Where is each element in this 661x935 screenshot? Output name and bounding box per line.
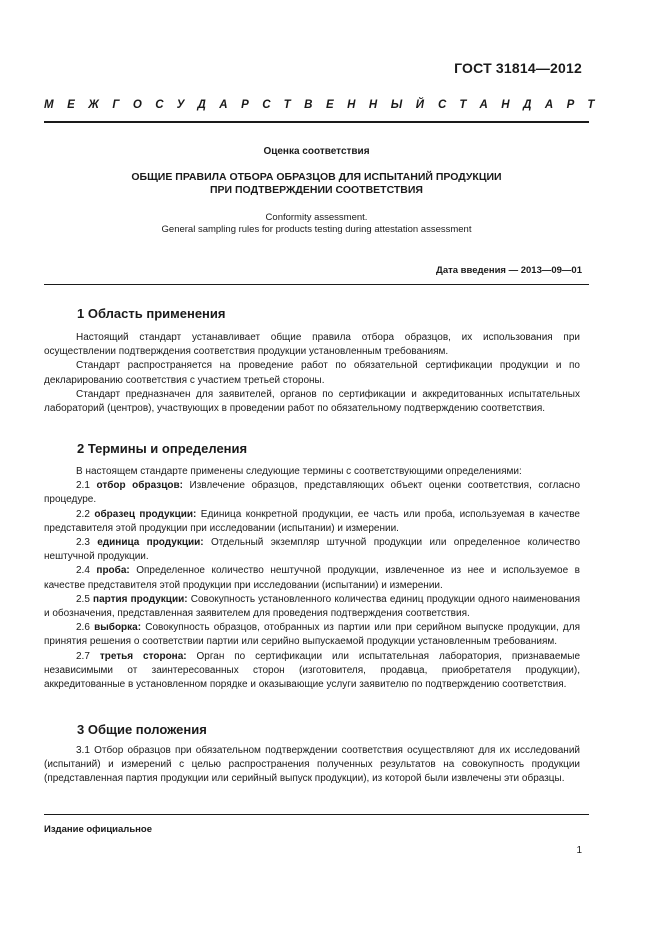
term-name: выборка: (94, 622, 142, 634)
term-text: Совокупность установленного количества единиц продукции одного наименования и обозначения, представленная заявителем для проведения подтверждения соответствия. (44, 593, 581, 620)
term-text: Орган по сертификации или испытательная лаборатория, признаваемые независимыми от заинтересованных сторон (изготовителя, продавца, приобретателя продукции), аккредитованные в установленном порядке и оказывающие услуги заявителю по подтверждению соответствия. (44, 650, 581, 691)
english-title (44, 212, 589, 236)
section-2-heading: 2 Термины и определения (77, 441, 248, 456)
document-subject: Оценка соответствия (263, 146, 370, 157)
date-divider (44, 284, 589, 285)
section-2-intro: В настоящем стандарте применены следующие термины с соответствующими определениями: (76, 466, 522, 477)
term-name: третья сторона: (99, 650, 187, 662)
term-text: Отдельный экземпляр штучной продукции или определенное количество нештучной продукции. (44, 537, 580, 563)
term-definition (44, 650, 580, 693)
english-title-line-2: General sampling rules for products testing during attestation assessment (161, 224, 472, 235)
section-1-paragraph: Стандарт предназначен для заявителей, органов по сертификации и аккредитованных испытательных лабораторий (центров), участвующих в проведении работ по обязательному подтверждению соответствия. (44, 388, 580, 415)
term-name: проба: (96, 565, 130, 577)
page-number: 1 (576, 845, 582, 856)
term-definition (44, 508, 580, 536)
term-definition (44, 621, 580, 649)
term-text: Единица конкретной продукции, ее часть или проба, используемая в качестве представителя этой продукции при исследовании (испытании) и измерении. (44, 508, 580, 534)
doc-number: ГОСТ 31814—2012 (454, 60, 582, 76)
section-1-body (44, 331, 580, 416)
title-line-1: ОБЩИЕ ПРАВИЛА ОТБОРА ОБРАЗЦОВ ДЛЯ ИСПЫТАНИЙ ПРОДУКЦИИ (131, 171, 502, 183)
title-line-2: ПРИ ПОДТВЕРЖДЕНИИ СООТВЕТСТВИЯ (210, 184, 423, 196)
term-text: Определенное количество нештучной продукции, извлеченное из нее и используемое в качестве представителя этой продукции при исследовании (испытании) и измерении. (44, 565, 580, 591)
term-definition (44, 564, 580, 592)
standard-label-right: СТАНДАРТ (438, 99, 608, 111)
term-name: отбор образцов: (96, 480, 183, 492)
term-number: 2.6 (76, 622, 90, 634)
section-1-paragraph: Настоящий стандарт устанавливает общие правила отбора образцов, их использования при осуществлении подтверждения соответствия продукции установленным требованиям. (44, 332, 580, 358)
introduction-date: Дата введения — 2013—09—01 (436, 265, 582, 276)
english-title-line-1: Conformity assessment. (265, 212, 368, 223)
term-text: Совокупность образцов, отобранных из партии или при серийном выпуске продукции, для принятия решения о соответствии партии или серийно выпускаемой продукции установленным требованиям. (44, 622, 581, 648)
section-2-body (44, 465, 580, 692)
term-number: 2.1 (76, 480, 90, 492)
term-definition (44, 536, 580, 564)
term-definition (44, 479, 580, 507)
term-number: 2.4 (76, 565, 90, 577)
official-edition-label: Издание официальное (44, 824, 152, 835)
header-divider (44, 121, 589, 123)
document-title (44, 171, 589, 197)
term-number: 2.2 (76, 508, 90, 520)
term-text: Извлечение образцов, представляющих объект оценки соответствия, согласно процедуре. (44, 480, 581, 506)
term-name: единица продукции: (97, 537, 204, 549)
section-3-paragraph: 3.1 Отбор образцов при обязательном подтверждении соответствия осуществляют для их исследований (испытаний) и измерений с целью распространения полученных результатов на совокупность продукции (представленная партия продукции или серийный выпуск продукции), из которой были извлечены эти образцы. (44, 745, 580, 785)
footer-divider (44, 814, 589, 815)
term-number: 2.7 (76, 650, 90, 662)
term-name: партия продукции: (93, 593, 188, 605)
term-definition (44, 593, 580, 621)
term-number: 2.3 (76, 537, 90, 549)
section-1-paragraph: Стандарт распространяется на проведение работ по обязательной сертификации продукции и по декларированию соответствия с участием третьей стороны. (44, 360, 580, 386)
section-3-body (44, 744, 580, 787)
term-name: образец продукции: (94, 508, 197, 520)
section-1-heading: 1 Область применения (77, 306, 226, 321)
standard-label-left: МЕЖГОСУДАРСТВЕННЫЙ (44, 99, 438, 111)
term-number: 2.5 (76, 593, 90, 605)
section-3-heading: 3 Общие положения (77, 722, 207, 737)
